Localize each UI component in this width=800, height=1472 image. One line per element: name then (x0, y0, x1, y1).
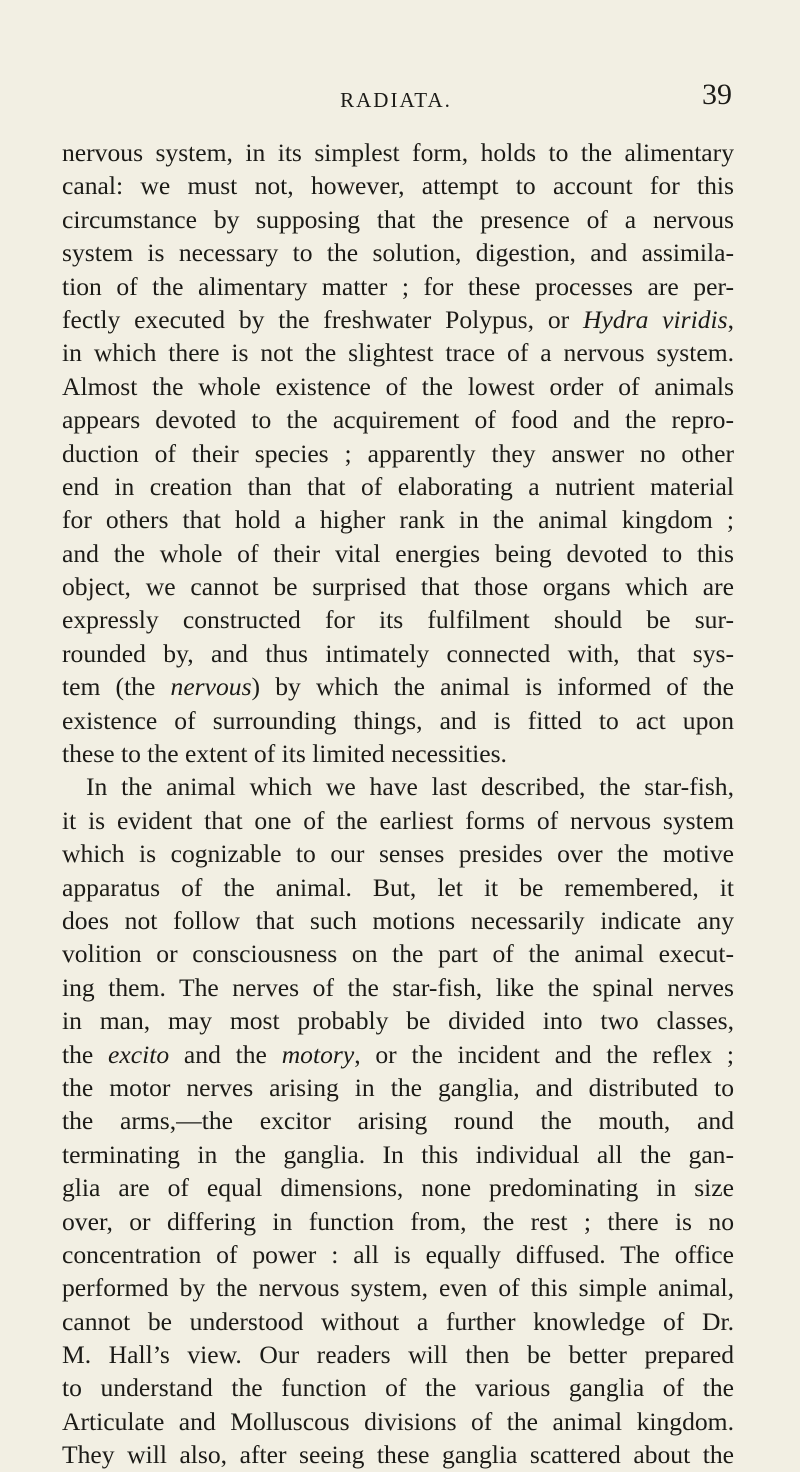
body-text (62, 136, 734, 1472)
text-line (62, 1038, 734, 1071)
text-line: apparatus of the animal. But, let it be remembered, it (62, 872, 734, 902)
text-line: Almost the whole existence of the lowest order of animals (62, 371, 734, 401)
italic-term: Hydra viridis (582, 304, 728, 334)
text-line (62, 670, 734, 703)
text-line: which is cognizable to our senses presides over the motive (62, 839, 734, 869)
text-line (62, 303, 734, 336)
text-line: They will also, after seeing these ganglia scattered about the (62, 1440, 734, 1470)
italic-term: motory (281, 1039, 355, 1069)
text-line: M. Hall’s view. Our readers will then be better prepared (62, 1340, 734, 1370)
text-line: volition or consciousness on the part of the animal execut- (62, 939, 734, 969)
text-line: does not follow that such motions necessarily indicate any (62, 905, 734, 935)
text-line: end in creation than that of elaborating a nutrient material (62, 471, 734, 501)
text-line: in which there is not the slightest trace of a nervous system. (62, 338, 734, 368)
text-line: performed by the nervous system, even of this simple animal, (62, 1273, 734, 1303)
text-run: tem (the (62, 672, 171, 702)
text-line: concentration of power : all is equally diffused. The office (62, 1239, 734, 1269)
text-line: in man, may most probably be divided into two classes, (62, 1006, 734, 1036)
text-line: Articulate and Molluscous divisions of the animal kingdom. (62, 1406, 734, 1436)
text-line: circumstance by supposing that the presence of a nervous (62, 204, 734, 234)
text-line: the motor nerves arising in the ganglia, and distributed to (62, 1072, 734, 1102)
text-run: the (62, 1039, 109, 1069)
running-title: RADIATA. (340, 88, 452, 112)
running-head (60, 78, 732, 118)
text-line: nervous system, in its simplest form, holds to the alimentary (62, 138, 734, 167)
text-line: cannot be understood without a further knowledge of Dr. (62, 1306, 734, 1336)
text-line: these to the extent of its limited necessities. (62, 739, 507, 769)
text-run: and the (169, 1039, 282, 1069)
text-line: terminating in the ganglia. In this individual all the gan- (62, 1139, 734, 1169)
text-line: In the animal which we have last described, the star-fish, (86, 772, 734, 802)
text-line: to understand the function of the various ganglia of the (62, 1373, 734, 1403)
text-line: tion of the alimentary matter ; for these processes are per- (62, 271, 734, 301)
page-number: 39 (702, 78, 732, 111)
text-line: ing them. The nerves of the star-fish, like the spinal nerves (62, 972, 734, 1002)
text-line: existence of surrounding things, and is fitted to act upon (62, 705, 734, 735)
text-line: the arms,—the excitor arising round the mouth, and (62, 1106, 734, 1136)
text-line: canal: we must not, however, attempt to account for this (62, 171, 734, 201)
text-line: appears devoted to the acquirement of food and the repro- (62, 405, 734, 435)
italic-term: excito (108, 1039, 170, 1069)
text-line: for others that hold a higher rank in the animal kingdom ; (62, 505, 734, 535)
text-line: object, we cannot be surprised that those organs which are (62, 572, 734, 602)
text-run: , or the incident and the reflex ; (354, 1039, 734, 1069)
text-line: duction of their species ; apparently they answer no other (62, 438, 734, 468)
text-line: expressly constructed for its fulfilment should be sur- (62, 605, 734, 635)
text-line: and the whole of their vital energies being devoted to this (62, 538, 734, 568)
italic-term: nervous (170, 672, 252, 702)
text-run: ) by which the animal is informed of the (251, 672, 734, 702)
text-line: system is necessary to the solution, digestion, and assimila- (62, 238, 734, 268)
text-line: over, or differing in function from, the rest ; there is no (62, 1206, 734, 1236)
text-line: glia are of equal dimensions, none predominating in size (62, 1173, 734, 1203)
text-run: , (727, 304, 734, 334)
text-run: fectly executed by the freshwater Polypus, or (62, 304, 583, 334)
text-line: rounded by, and thus intimately connected with, that sys- (62, 638, 734, 668)
text-line: it is evident that one of the earliest forms of nervous system (62, 805, 734, 835)
